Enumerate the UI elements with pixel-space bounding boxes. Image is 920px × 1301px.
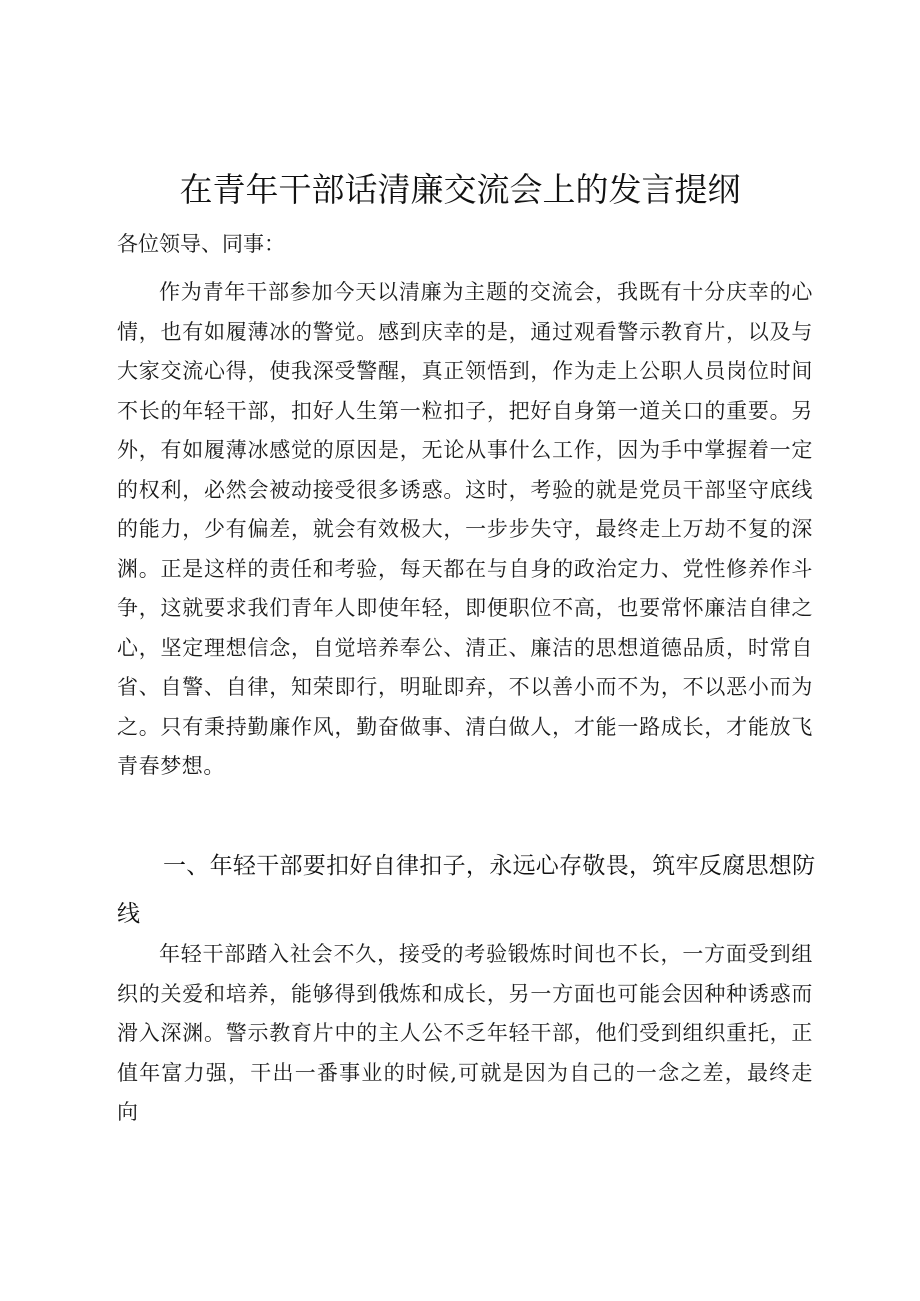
section-heading: 一、年轻干部要扣好自律扣子，永远心存敬畏，筑牢反腐思想防线 [117,853,816,927]
salutation: 各位领导、同事： [117,232,285,256]
document-title: 在青年干部话清廉交流会上的发言提纲 [179,170,741,209]
body-paragraph: 作为青年干部参加今天以清廉为主题的交流会，我既有十分庆幸的心情，也有如履薄冰的警觉。感到庆幸的是，通过观看警示教育片，以及与大家交流心得，使我深受警醒，真正领悟到，作为走上公职人员岗位时间不长的年轻干部，扣好人生第一粒扣子，把好自身第一道关口的重要。另外，有如履薄冰感觉的原因是，无论从事什么工作，因为手中掌握着一定的权利，必然会被动接受很多诱惑。这时，考验的就是党员干部坚守底线的能力，少有偏差，就会有效极大，一步步失守，最终走上万劫不复的深渊。正是这样的责任和考验，每天都在与自身的政治定力、党性修养作斗争，这就要求我们青年人即使年轻，即便职位不高，也要常怀廉洁自律之心，坚定理想信念，自觉培养奉公、清正、廉洁的思想道德品质，时常自省、自警、自律，知荣即行，明耻即弃，不以善小而不为，不以恶小而为之。只有秉持勤廉作风，勤奋做事、清白做人，才能一路成长，才能放飞青春梦想。 [117,280,813,778]
section-paragraph: 年轻干部踏入社会不久，接受的考验锻炼时间也不长，一方面受到组织的关爱和培养，能够得到俄炼和成长，另一方面也可能会因种种诱惑而滑入深渊。警示教育片中的主人公不乏年轻干部，他们受到组织重托，正值年富力强，干出一番事业的时候,可就是因为自己的一念之差，最终走向 [117,942,813,1124]
